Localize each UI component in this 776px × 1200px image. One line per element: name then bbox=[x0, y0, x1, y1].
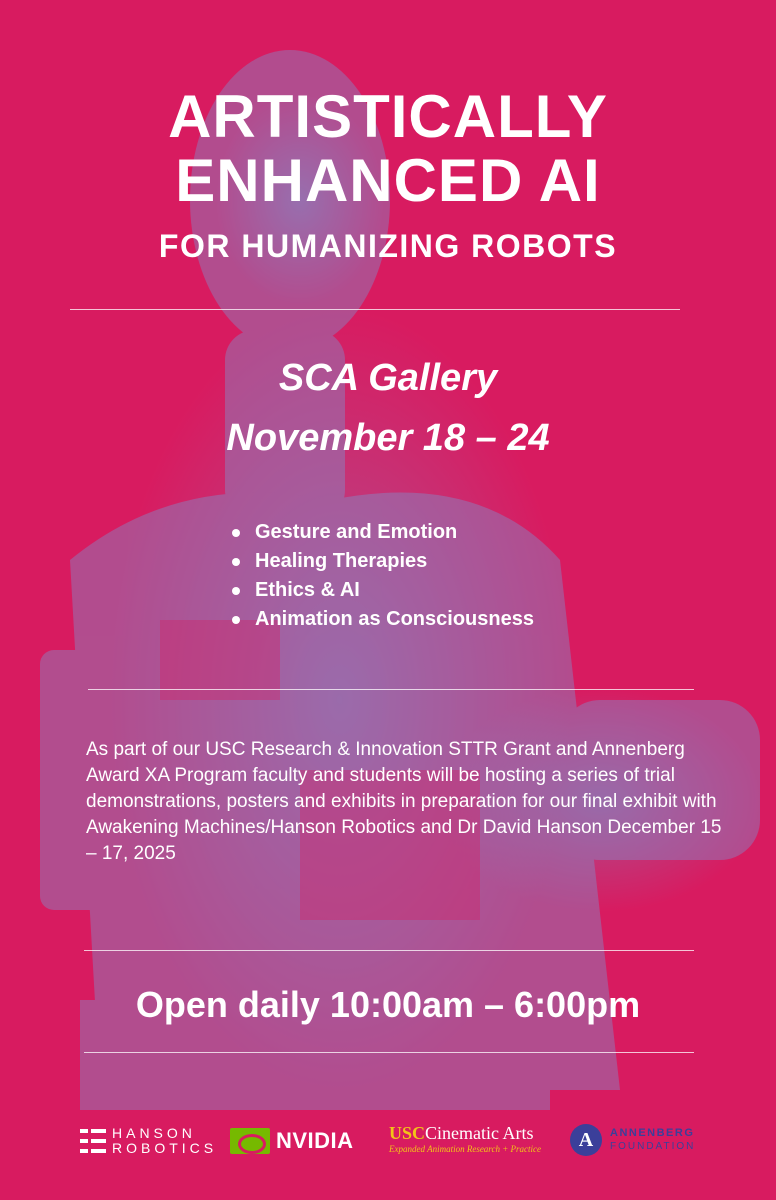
divider bbox=[88, 689, 694, 690]
nvidia-logo bbox=[230, 1128, 354, 1154]
subtitle: FOR HUMANIZING ROBOTS bbox=[158, 228, 618, 264]
list-item bbox=[232, 605, 534, 634]
topic-label: Ethics & AI bbox=[255, 579, 360, 601]
bullet-icon bbox=[232, 587, 240, 595]
annenberg-foundation-logo bbox=[570, 1124, 695, 1156]
list-item bbox=[232, 547, 534, 576]
usc-prefix: USC bbox=[389, 1123, 426, 1143]
bullet-icon bbox=[232, 558, 240, 566]
title-line-2: ENHANCED AI bbox=[175, 147, 601, 214]
nvidia-eye-icon bbox=[230, 1128, 270, 1154]
hanson-mark-icon bbox=[80, 1127, 106, 1155]
description: As part of our USC Research & Innovation STTR Grant and Annenberg Award XA Program faculty and students will be hosting a series of trial demonstrations, posters and exhibits in preparation for our final exhibit with Awakening Machines/Hanson Robotics and Dr David Hanson December 15 – 17, 2025 bbox=[86, 739, 722, 864]
divider bbox=[70, 309, 680, 310]
opening-hours: Open daily 10:00am – 6:00pm bbox=[135, 984, 641, 1025]
sponsor-logos bbox=[0, 1110, 776, 1170]
hanson-robotics-logo bbox=[80, 1126, 217, 1156]
annenberg-seal-icon: A bbox=[570, 1124, 602, 1156]
annenberg-line-2: FOUNDATION bbox=[610, 1141, 696, 1152]
bullet-icon bbox=[232, 616, 240, 624]
list-item bbox=[232, 518, 534, 547]
bullet-icon bbox=[232, 529, 240, 537]
venue: SCA Gallery bbox=[278, 357, 498, 399]
annenberg-line-1: ANNENBERG bbox=[610, 1127, 695, 1139]
divider bbox=[84, 1052, 694, 1053]
usc-cinematic-arts-logo bbox=[389, 1125, 541, 1157]
topic-label: Healing Therapies bbox=[255, 550, 428, 572]
usc-name: Cinematic Arts bbox=[425, 1123, 534, 1143]
hanson-line-1: HANSON bbox=[112, 1125, 196, 1141]
list-item bbox=[232, 576, 534, 605]
topic-label: Animation as Consciousness bbox=[255, 608, 534, 630]
nvidia-wordmark: NVIDIA bbox=[276, 1128, 354, 1153]
title-line-1: ARTISTICALLY bbox=[168, 83, 608, 150]
topic-label: Gesture and Emotion bbox=[255, 521, 458, 543]
event-dates: November 18 – 24 bbox=[226, 417, 550, 459]
usc-subtitle: Expanded Animation Research + Practice bbox=[389, 1144, 542, 1154]
hanson-line-2: ROBOTICS bbox=[112, 1140, 218, 1156]
topic-list bbox=[232, 518, 534, 634]
divider bbox=[84, 950, 694, 951]
